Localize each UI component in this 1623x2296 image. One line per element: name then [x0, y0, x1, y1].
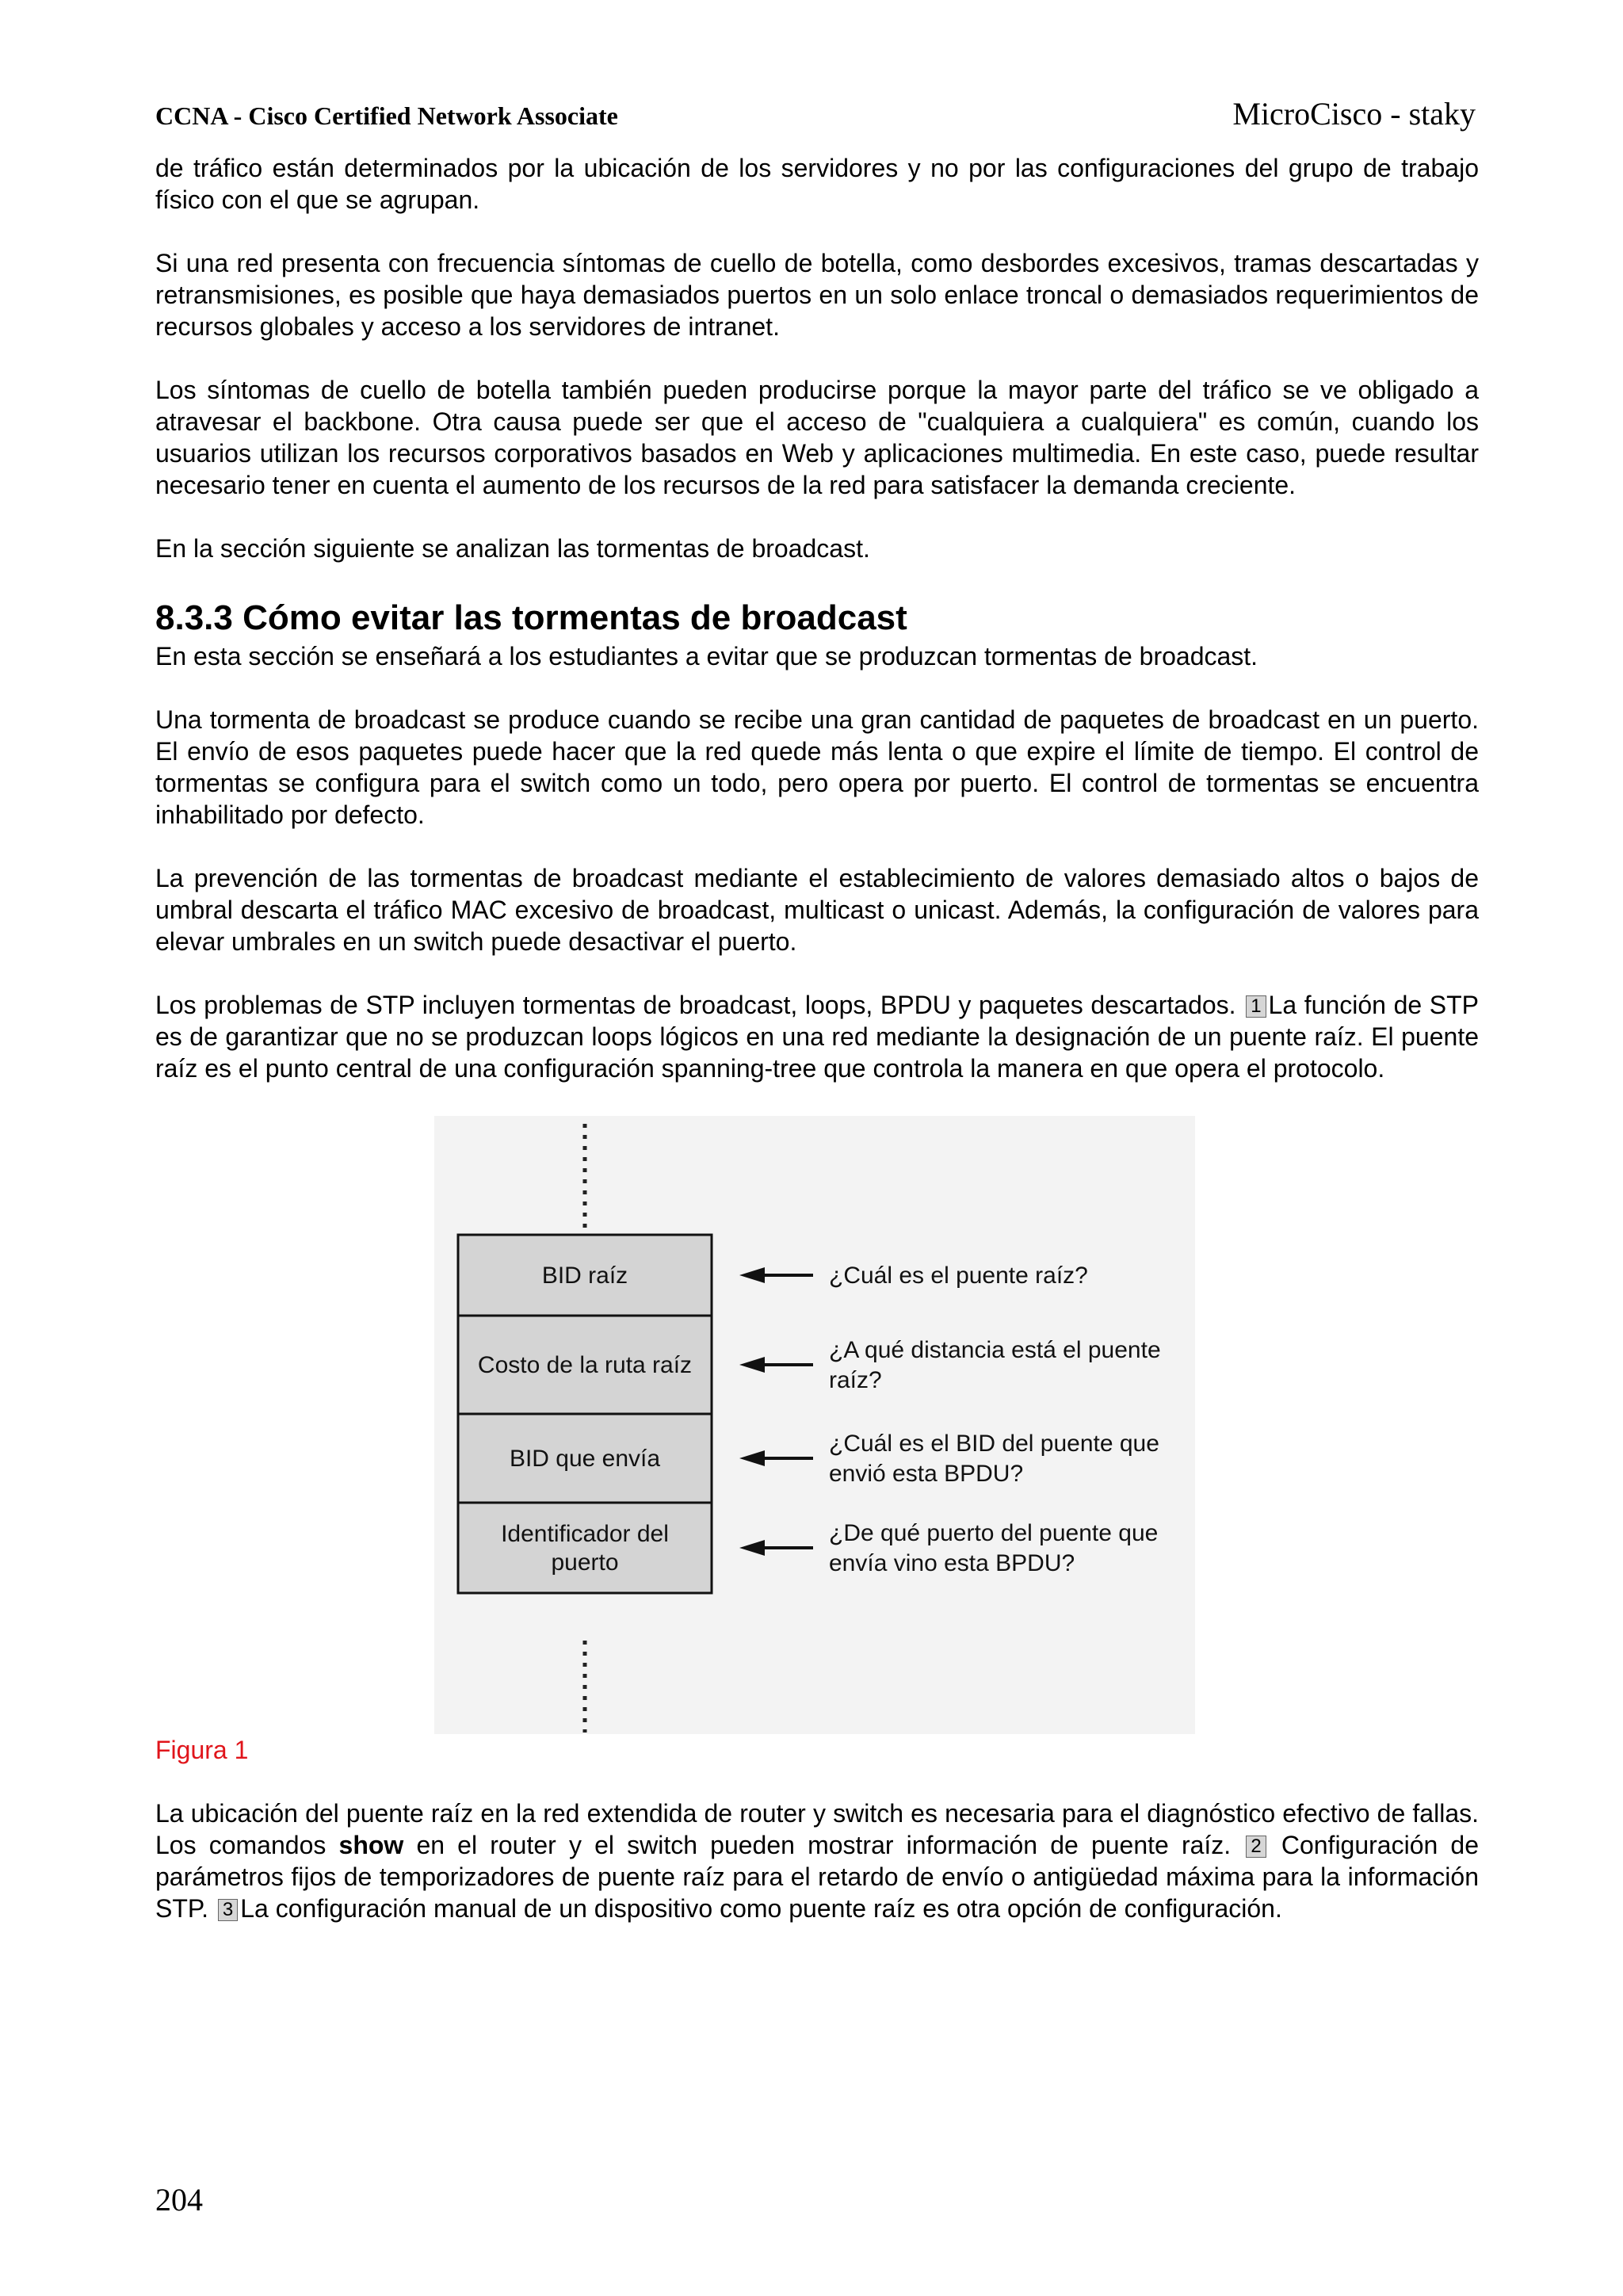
- paragraph: En esta sección se enseñará a los estudiantes a evitar que se produzcan tormentas de broadcast.: [155, 642, 1258, 670]
- show-command: show: [338, 1831, 404, 1859]
- figure-caption: Figura 1: [155, 1736, 249, 1764]
- field-box: [458, 1503, 712, 1593]
- field-label: Identificador del: [501, 1521, 669, 1547]
- field-label: Costo de la ruta raíz: [477, 1352, 693, 1378]
- paragraph: En la sección siguiente se analizan las tormentas de broadcast.: [155, 534, 870, 563]
- paragraph: Los síntomas de cuello de botella también pueden producirse porque la mayor parte del tráfico se ve obligado a atravesar el backbone. Otra causa puede ser que el acceso de "cualquiera a cualquiera" es común, cuando los usuarios utilizan los recursos corporativos basados en Web y aplicaciones multimedia. En este caso, puede resultar necesario tener en cuenta el aumento de los recursos de la red para satisfacer la demanda creciente.: [155, 376, 1479, 499]
- paragraph: Una tormenta de broadcast se produce cuando se recibe una gran cantidad de paquetes de broadcast en un puerto. El envío de esos paquetes puede hacer que la red quede más lenta o que expire el límite de tiempo. El control de tormentas se configura para el switch como un todo, pero opera por puerto. El control de tormentas se encuentra inhabilitado por defecto.: [155, 705, 1479, 829]
- figure-link-1[interactable]: 1: [1246, 995, 1266, 1018]
- paragraph: Si una red presenta con frecuencia síntomas de cuello de botella, como desbordes excesivos, tramas descartadas y retransmisiones, es posible que haya demasiados puertos en un solo enlace troncal o demasiados requerimientos de recursos globales y acceso a los servidores de intranet.: [155, 249, 1479, 341]
- closing-text-2: en el router y el switch pueden mostrar información de puente raíz.: [416, 1831, 1232, 1859]
- section-heading: 8.3.3 Cómo evitar las tormentas de broadcast: [155, 598, 907, 637]
- field-question: ¿Cuál es el BID del puente que: [829, 1431, 1159, 1457]
- bpdu-diagram: [434, 1116, 1195, 1734]
- figure-bpdu: [155, 1116, 1479, 1734]
- field-question: ¿De qué puerto del puente que: [829, 1520, 1159, 1546]
- closing-text-3: Configuración de parámetros fijos de temporizadores de puente raíz para el retardo de envío o antigüedad máxima para la información STP.: [155, 1831, 1480, 1923]
- header-author: MicroCisco - staky: [1232, 96, 1476, 132]
- closing-text-1: La ubicación del puente raíz en la red extendida de router y switch es necesaria para el diagnóstico efectivo de fallas. Los comandos: [155, 1799, 1479, 1859]
- field-question: envió esta BPDU?: [829, 1461, 1024, 1487]
- figure-link-3[interactable]: 3: [218, 1899, 238, 1921]
- field-question: ¿A qué distancia está el puente: [829, 1337, 1161, 1363]
- field-question: envía vino esta BPDU?: [829, 1550, 1075, 1576]
- closing-text-4: La configuración manual de un dispositivo como puente raíz es otra opción de configuración.: [240, 1894, 1282, 1923]
- stp-text-2: La función de STP es de garantizar que no se produzcan loops lógicos en una red mediante la designación de un puente raíz. El puente raíz es el punto central de una configuración spanning-tree que controla la manera en que opera el protocolo.: [155, 991, 1480, 1083]
- paragraph: La prevención de las tormentas de broadcast mediante el establecimiento de valores demasiado altos o bajos de umbral descarta el tráfico MAC excesivo de broadcast, multicast o unicast. Además, la configuración de valores para elevar umbrales en un switch puede desactivar el puerto.: [155, 864, 1479, 956]
- field-label: BID raíz: [541, 1263, 628, 1289]
- page-number: 204: [155, 2182, 203, 2218]
- field-label: BID que envía: [509, 1446, 661, 1472]
- figure-link-2[interactable]: 2: [1246, 1836, 1266, 1858]
- paragraph-closing: [155, 1797, 1479, 1924]
- paragraph-stp: [155, 989, 1479, 1084]
- header-title: CCNA - Cisco Certified Network Associate: [155, 101, 618, 130]
- paragraph: de tráfico están determinados por la ubicación de los servidores y no por las configuraciones del grupo de trabajo físico con el que se agrupan.: [155, 154, 1479, 214]
- page-body: [155, 152, 1479, 1956]
- stp-text-1: Los problemas de STP incluyen tormentas de broadcast, loops, BPDU y paquetes descartados.: [155, 991, 1236, 1019]
- field-question: ¿Cuál es el puente raíz?: [829, 1263, 1088, 1289]
- field-label: puerto: [551, 1549, 619, 1576]
- field-question: raíz?: [829, 1367, 882, 1393]
